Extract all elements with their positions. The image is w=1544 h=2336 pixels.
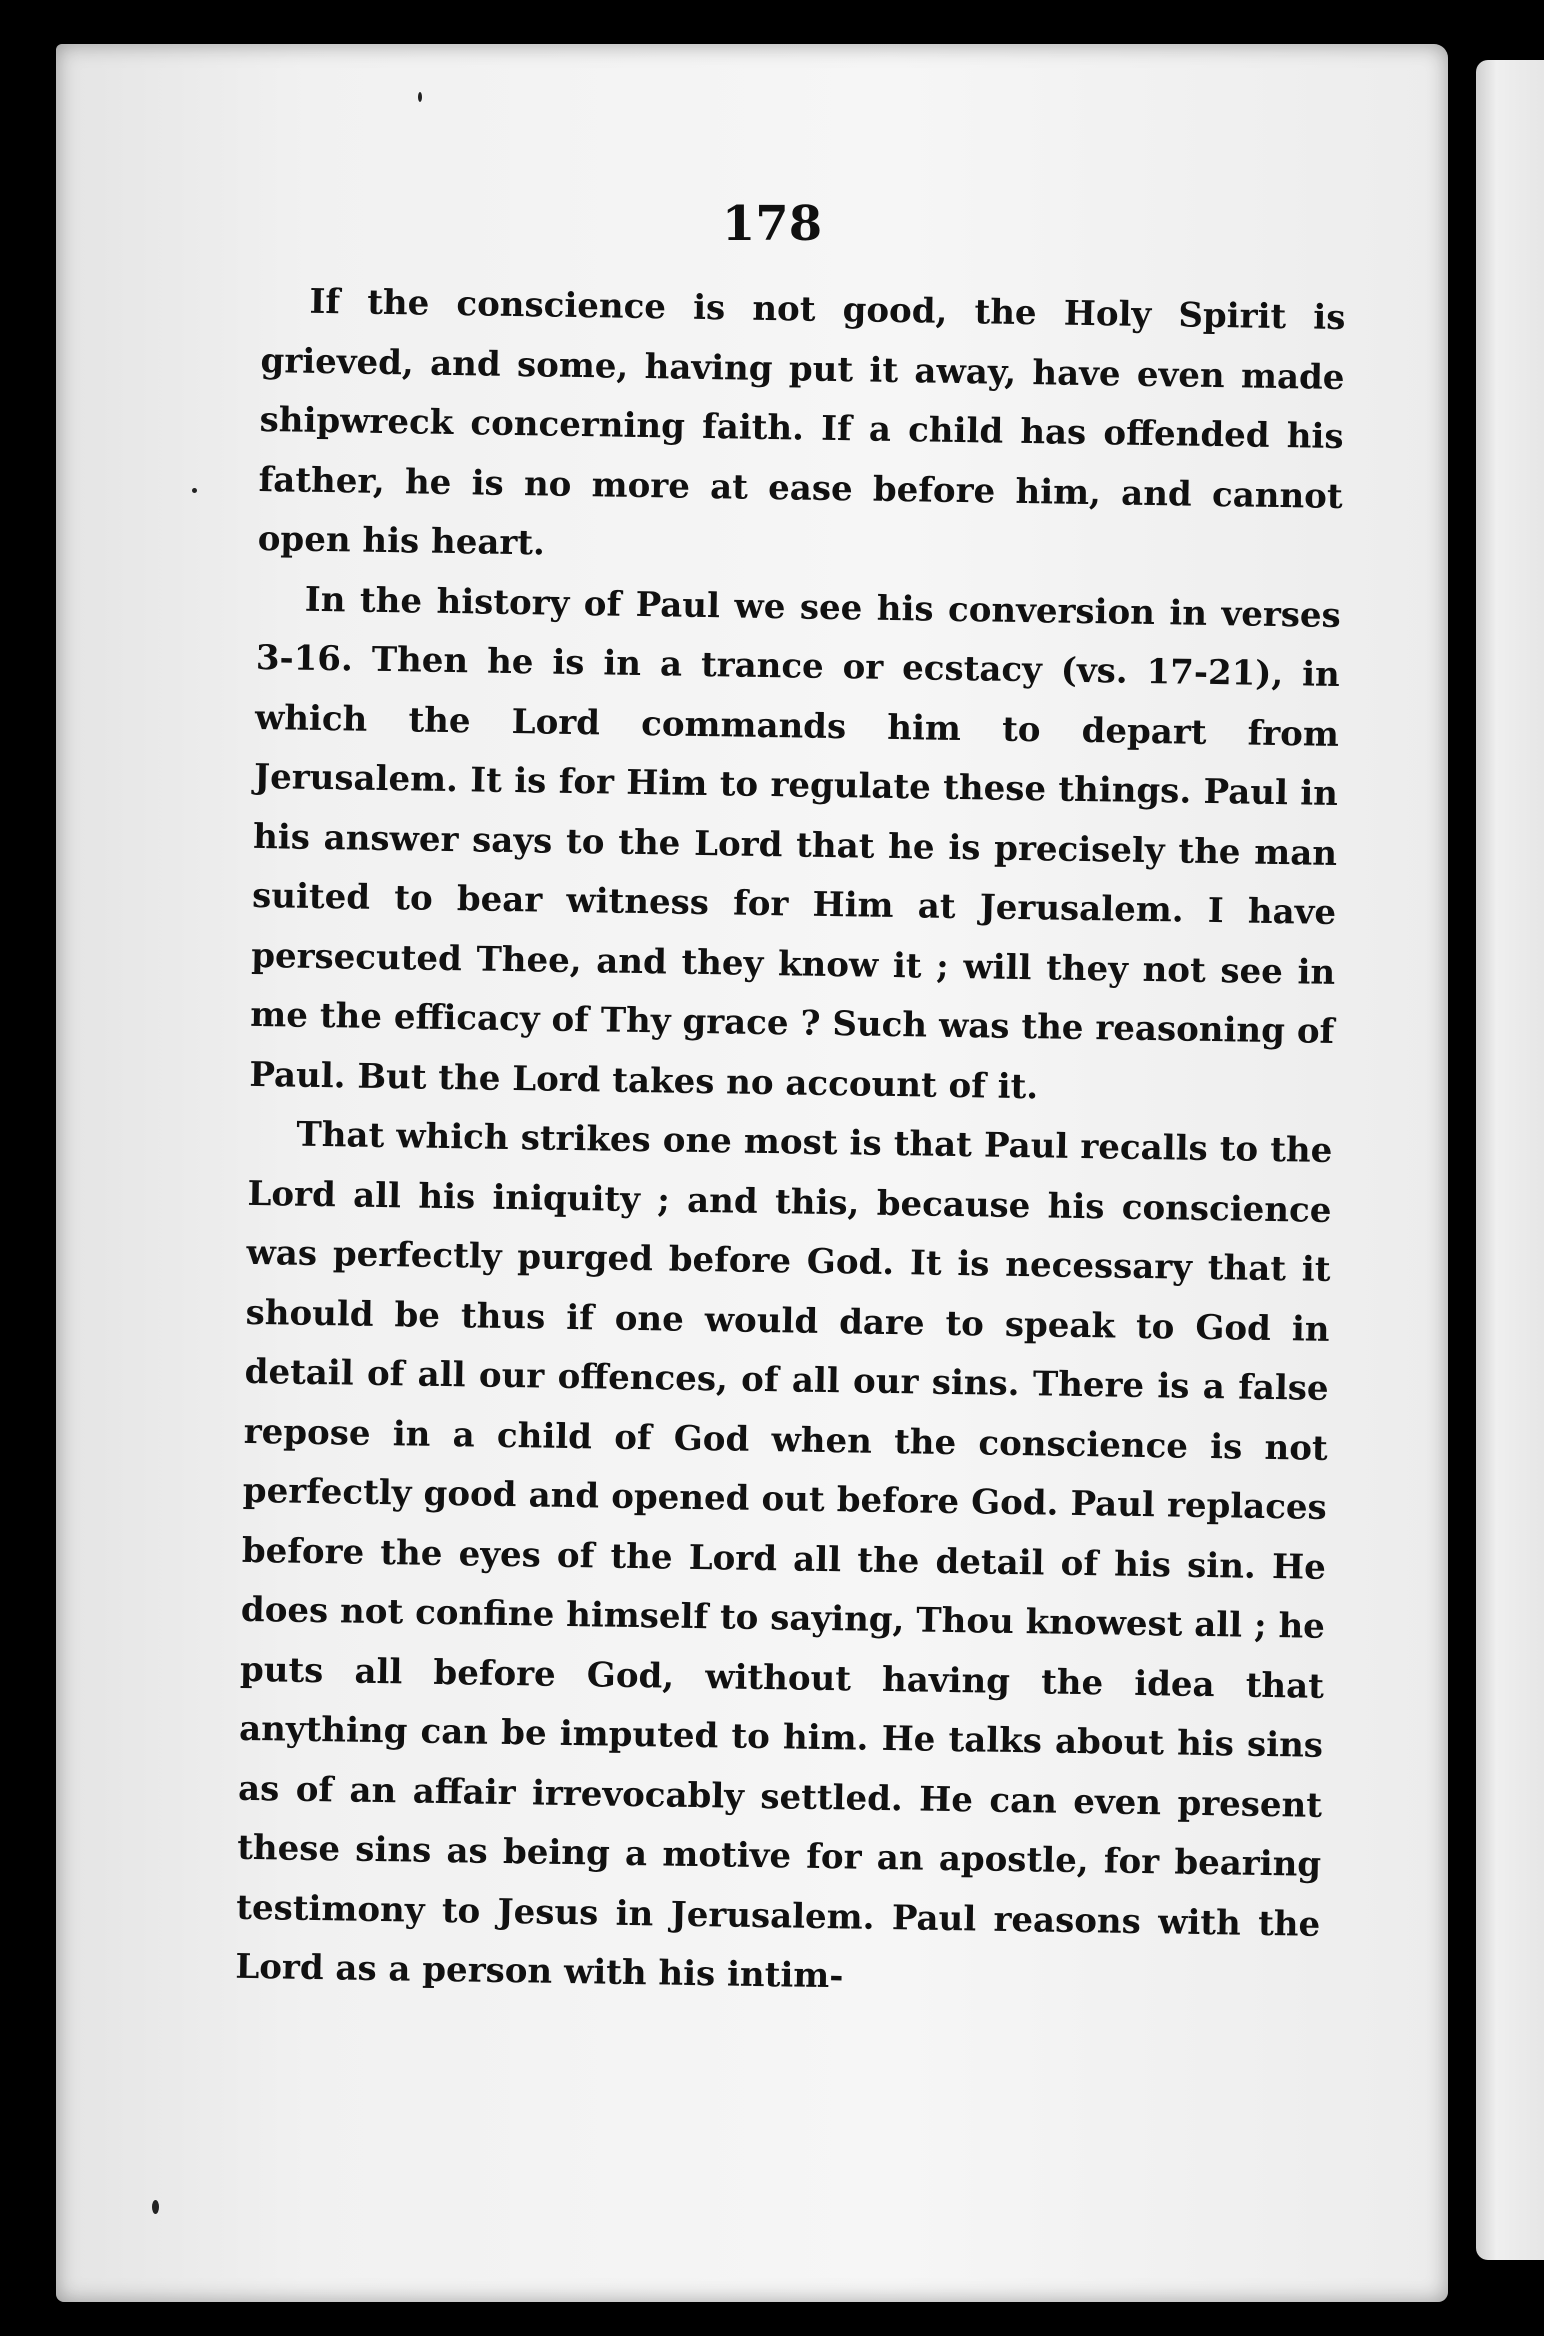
- paragraph: That which strikes one most is that Paul recalls to the Lord all his iniquity ; and this, because his conscience was perfectly purged before God. It is necessary that it should be thus if one would dare to speak to God in detail of all our offences, of all our sins. There is a false repose in a child of God when the conscience is not perfectly good and opened out before God. Paul replaces before the eyes of the Lord all the detail of his sin. He does not confine himself to saying, Thou knowest all ; he puts all before God, without having the idea that anything can be imputed to him. He talks about his sins as of an affair irrevocably settled. He can even present these sins as being a motive for an apostle, for bearing testimony to Jesus in Jerusalem. Paul reasons with the Lord as a person with his intim-: [235, 1114, 1333, 1997]
- body-text: [235, 272, 1346, 2014]
- ink-speck: [152, 2200, 159, 2214]
- paragraph: If the conscience is not good, the Holy Spirit is grieved, and some, having put it away, have even made shipwreck concerning faith. If a child has offended his father, he is no more at ease before him, and cannot open his heart.: [257, 281, 1346, 564]
- ink-speck: [192, 488, 197, 493]
- paragraph: In the history of Paul we see his conversion in verses 3-16. Then he is in a trance or ecstacy (vs. 17-21), in which the Lord commands him to depart from Jerusalem. It is for Him to regulate these things. Paul in his answer says to the Lord that he is precisely the man suited to bear witness for Him at Jerusalem. I have persecuted Thee, and they know it ; will they not see in me the efficacy of Thy grace ? Such was the reasoning of Paul. But the Lord takes no account of it.: [249, 579, 1342, 1107]
- page-number: 178: [721, 196, 823, 252]
- adjacent-page-edge: [1476, 60, 1544, 2260]
- ink-speck: [418, 92, 422, 102]
